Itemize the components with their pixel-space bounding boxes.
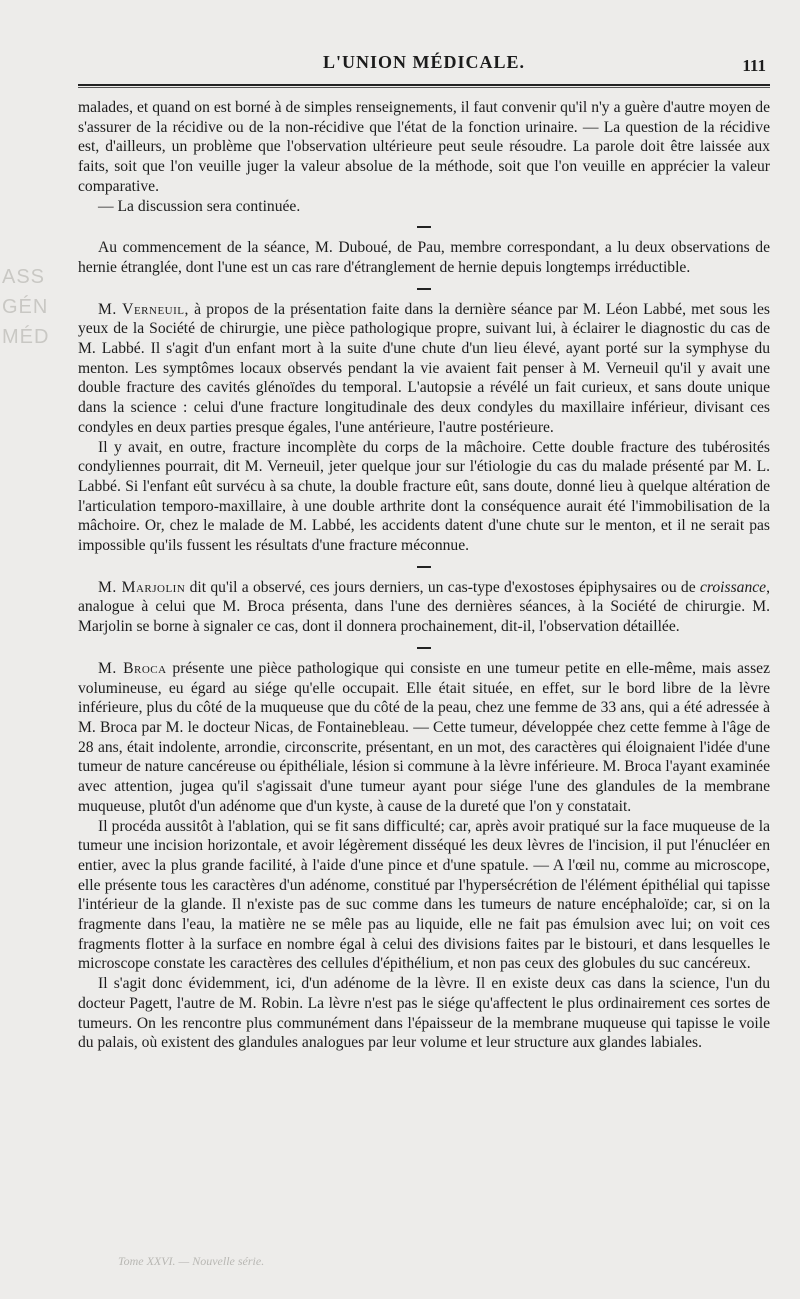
margin-mark-1: ASS xyxy=(2,266,46,288)
body-text xyxy=(78,98,770,1053)
section-separator xyxy=(417,288,431,290)
paragraph-discussion: — La discussion sera continuée. xyxy=(98,197,301,215)
paragraph-verneuil-continued: Il y avait, en outre, fracture incomplète du corps de la mâchoire. Cette double fracture des tubérosités condyliennes pourrait, dit M. Verneuil, jeter quelque jour sur l'étiologie du cas du malade présenté par M. L. Labbé. Si l'enfant eût survécu à sa chute, la double fracture eût, sans doute, donné lieu à quelque altération de l'articulation temporo-maxillaire, à une double arthrite dont la conséquence aurait été l'immobilisation de la mâchoire. Or, chez le malade de M. Labbé, les accidents datent d'une chute sur le menton, et il ne serait pas impossible qu'ils fussent les résultats d'une fracture méconnue. xyxy=(78,438,770,555)
speaker-name: M. Marjolin xyxy=(98,578,186,596)
page-header xyxy=(78,48,770,80)
paragraph-text: , analogue à celui que M. Broca présenta, dans l'une des dernières séances, à la Société de chirurgie. M. Marjolin se borne à signaler ce cas, dont il donnera prochainement, dit-il, l'observation détaillée. xyxy=(78,578,770,636)
paragraph-broca-conclusion: Il s'agit donc évidemment, ici, d'un adénome de la lèvre. Il en existe deux cas dans la science, l'un du docteur Pagett, l'autre de M. Robin. La lèvre n'est pas le siége qu'affectent le plus ordinairement ces sortes de tumeurs. On les rencontre plus communément dans l'épaisseur de la membrane muqueuse qui tapisse le voile du palais, où existent des glandules analogues par leur volume et leur structure aux glandes labiales. xyxy=(78,975,770,1052)
paragraph-verneuil xyxy=(78,300,770,438)
emphasis-text: croissance xyxy=(699,578,767,596)
margin-bleed-text xyxy=(2,262,62,352)
section-separator xyxy=(417,226,431,228)
paragraph-text: présente une pièce pathologique qui consiste en une tumeur petite en elle-même, mais assez volumineuse, eu égard au siége qu'elle occupait. Elle était située, en effet, sur le bord libre de la lèvre inférieure, plus du côté de la muqueuse que du côté de la peau, chez une femme de 33 ans, qui a été adressée à M. Broca par M. le docteur Nicas, de Fontainebleau. — Cette tumeur, développée chez cette femme à l'âge de 28 ans, était indolente, arrondie, circonscrite, présentant, en un mot, des caractères qui éloignaient l'idée d'une tumeur de nature cancéreuse ou épithéliale, lésion si commune à la lèvre inférieure. M. Broca l'ayant examinée avec attention, jugea qu'il s'agissait d'une tumeur ayant pour siége l'une des glandules de la membrane muqueuse, plutôt d'un adénome que d'un kyste, à cause de la dureté que l'on y constatait. xyxy=(78,659,770,815)
paragraph-broca-ablation: Il procéda aussitôt à l'ablation, qui se fit sans difficulté; car, après avoir pratiqué sur la face muqueuse de la tumeur une incision horizontale, et avoir légèrement disséqué les deux lèvres de l'incision, il put l'énucléer en entier, avec la plus grande facilité, à l'aide d'une pince et d'une spatule. — A l'œil nu, comme au microscope, elle présente tous les caractères d'un adénome, constitué par l'hypersécrétion de l'élément épithélial qui tapisse l'intérieur de la glande. Il n'existe pas de suc comme dans les tumeurs de nature encéphaloïde; car, si on la fragmente dans l'eau, la matière ne se mêle pas au liquide, elle ne fait pas émulsion avec lui; on voit ces fragments flotter à la surface en nombre égal à celui des divisions faites par le bistouri, et dans lesquelles le microscope constate les caractères des cellules d'épithélium, et non pas ceux des globules du suc cancéreux. xyxy=(78,817,770,973)
header-rule xyxy=(78,84,770,88)
paragraph-marjolin xyxy=(78,578,770,637)
paragraph-text: dit qu'il a observé, ces jours derniers, un cas-type d'exostoses épiphysaires ou de xyxy=(185,578,700,596)
footer-bleed-text: Tome XXVI. — Nouvelle série. xyxy=(118,1254,265,1268)
running-title: L'UNION MÉDICALE. xyxy=(322,52,526,72)
speaker-name: M. Verneuil, xyxy=(98,300,189,318)
paragraph-duboue: Au commencement de la séance, M. Duboué, de Pau, membre correspondant, a lu deux observations de hernie étranglée, dont l'une est un cas rare d'étranglement de hernie depuis longtemps irréductible. xyxy=(78,239,770,276)
paragraph-text: à propos de la présentation faite dans la dernière séance par M. Léon Labbé, met sous les yeux de la Société de chirurgie, une pièce pathologique propre, suivant lui, à éclairer le diagnostic du cas de M. Labbé. Il s'agit d'un enfant mort à la suite d'une chute d'un lieu élevé, ayant porté sur la symphyse du menton. Les symptômes locaux observés pendant la vie avaient fait penser à M. Verneuil qu'il y avait une double fracture des cavités glénoïdes du temporal. L'autopsie a révélé un fait curieux, et sans doute unique dans la science : celui d'une fracture longitudinale des deux condyles du maxillaire inférieur, divisant ces condyles en deux parties presque égales, l'une antérieure, l'autre postérieure. xyxy=(78,300,770,436)
section-separator xyxy=(417,647,431,649)
paragraph-continued: malades, et quand on est borné à de simples renseignements, il faut convenir qu'il n'y a guère d'autre moyen de s'assurer de la récidive ou de la non-récidive que l'état de la fonction urinaire. — La question de la récidive est, d'ailleurs, un problème que l'observation ultérieure peut seule résoudre. La parole doit être laissée aux faits, soit que l'on veuille juger la valeur absolue de la méthode, soit que l'on veuille en apprécier la valeur comparative. xyxy=(78,99,770,195)
paragraph-broca xyxy=(78,659,770,817)
speaker-name: M. Broca xyxy=(98,659,167,677)
page-number: 111 xyxy=(742,56,766,75)
margin-mark-3: MÉD xyxy=(2,326,50,348)
margin-mark-2: GÉN xyxy=(2,296,49,318)
section-separator xyxy=(417,566,431,568)
